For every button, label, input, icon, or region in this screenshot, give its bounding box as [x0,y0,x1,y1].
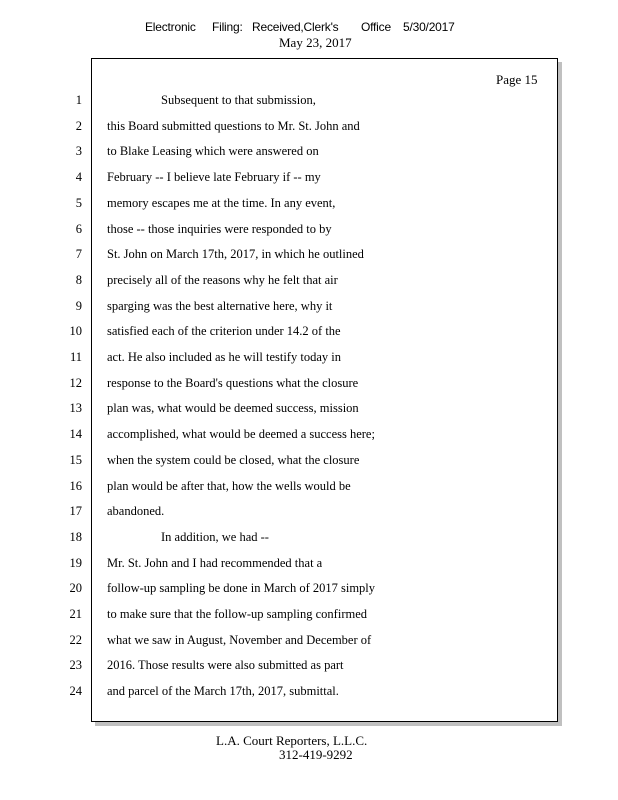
line-text: follow-up sampling be done in March of 2017 simply [107,581,376,596]
line-number: 1 [75,93,82,107]
line-number: 21 [69,607,82,621]
line-number: 23 [69,658,82,673]
line-text: plan was, what would be deemed success, mission [107,401,359,416]
line-number: 2 [75,118,82,133]
line-number: 4 [75,170,82,185]
line-text: response to the Board's questions what the closure [107,375,359,390]
line-number: 16 [69,478,82,493]
page-number: Page 15 [496,72,538,87]
line-number: 11 [69,350,82,364]
line-text: those -- those inquiries were responded to by [107,221,332,236]
line-number: 17 [69,504,82,519]
line-number: 13 [69,401,82,416]
stamp-word: Filing: [212,20,243,34]
line-text: St. John on March 17th, 2017, in which he outlined [107,247,364,262]
line-number: 9 [75,298,82,313]
line-number: 10 [69,324,82,339]
line-number: 24 [69,684,82,699]
line-text: what we saw in August, November and December of [107,632,372,647]
line-text: February -- I believe late February if -- my [107,170,321,185]
stamp-word: 5/30/2017 [403,20,455,34]
line-text: Subsequent to that submission, [161,93,316,107]
line-text: and parcel of the March 17th, 2017, submittal. [107,684,339,699]
line-number: 5 [75,195,82,210]
line-text: Mr. St. John and I had recommended that a [107,555,323,570]
line-text: to make sure that the follow-up sampling confirmed [107,607,368,621]
line-text: sparging was the best alternative here, why it [107,298,333,313]
line-number: 15 [69,452,82,467]
hearing-date: May 23, 2017 [279,35,352,50]
stamp-word: Received,Clerk's [252,20,339,34]
line-text: In addition, we had -- [161,529,269,544]
stamp-word: Office [361,20,391,34]
line-text: 2016. Those results were also submitted as part [107,658,344,673]
line-number: 18 [69,529,82,544]
line-text: this Board submitted questions to Mr. St. John and [107,118,360,133]
line-text: when the system could be closed, what the closure [107,452,360,467]
line-number: 7 [75,247,82,262]
line-text: to Blake Leasing which were answered on [107,144,319,159]
line-text: satisfied each of the criterion under 14.2 of the [107,324,341,339]
stamp-word: Electronic [145,20,196,34]
line-text: abandoned. [107,504,165,519]
line-number: 14 [69,427,82,442]
line-number: 3 [75,144,82,159]
line-text: act. He also included as he will testify today in [107,350,341,364]
line-number: 12 [69,375,82,390]
line-number: 6 [75,221,82,236]
line-number: 19 [69,555,82,570]
line-text: accomplished, what would be deemed a success here; [107,427,375,442]
line-text: precisely all of the reasons why he felt that air [107,272,338,287]
line-text: memory escapes me at the time. In any event, [107,195,336,210]
line-number: 8 [75,272,82,287]
line-text: plan would be after that, how the wells would be [107,478,351,493]
line-number: 22 [69,632,82,647]
footer-phone: 312-419-9292 [279,747,353,762]
line-number: 20 [69,581,82,596]
footer-company: L.A. Court Reporters, L.L.C. [216,733,368,748]
